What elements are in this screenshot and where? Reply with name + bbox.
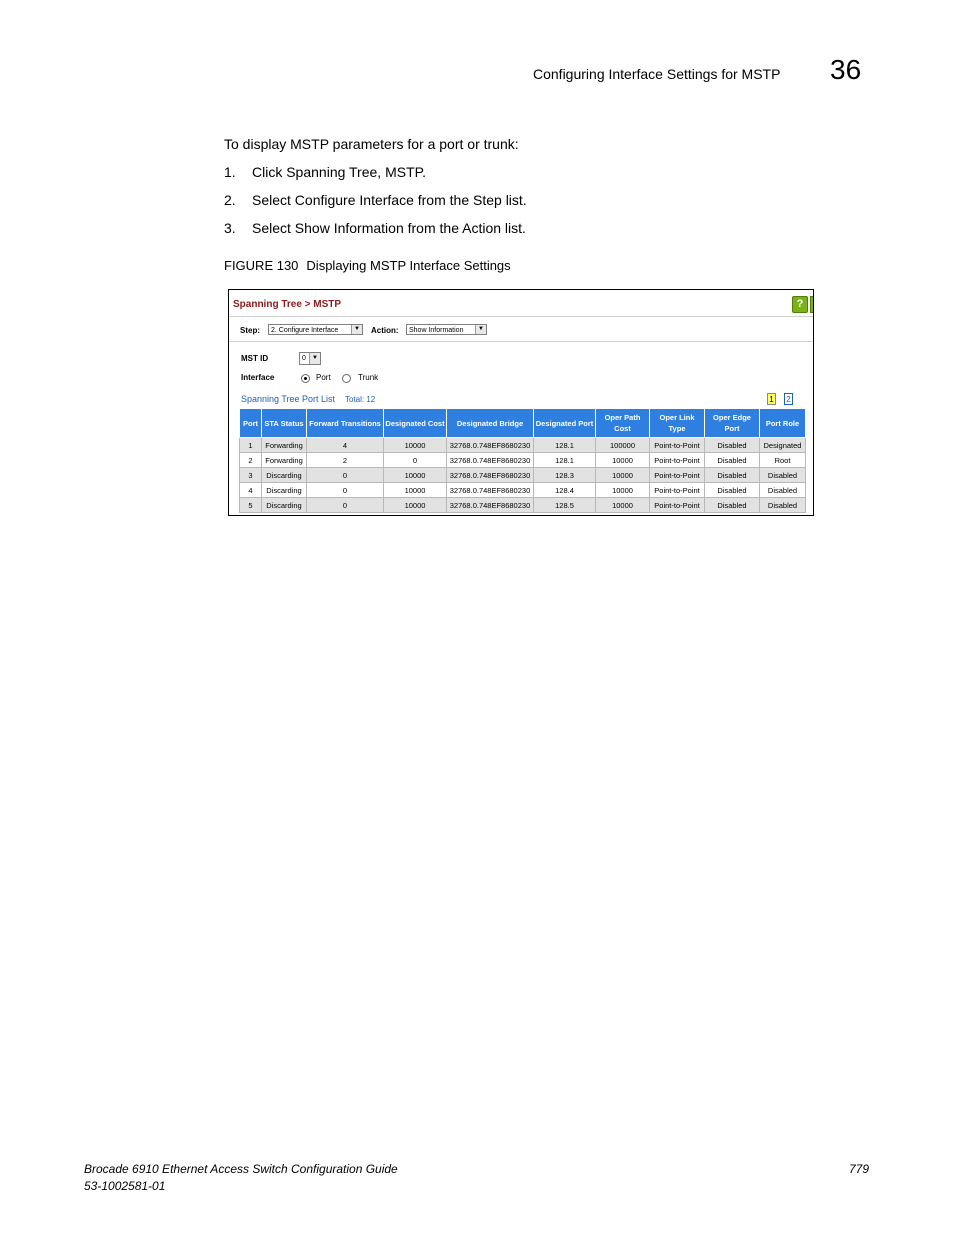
table-cell: Disabled (705, 483, 760, 498)
table-row (240, 498, 806, 513)
figure-title: Displaying MSTP Interface Settings (306, 258, 511, 273)
table-cell: Disabled (760, 468, 806, 483)
table-cell: Point-to-Point (650, 453, 705, 468)
table-cell: 10000 (384, 483, 447, 498)
table-cell: Designated (760, 438, 806, 453)
step-1 (224, 164, 426, 180)
port-list-total: Total: 12 (345, 395, 376, 404)
table-cell: 4 (307, 438, 384, 453)
column-header[interactable]: Forward Transitions (307, 409, 384, 438)
port-radio[interactable] (301, 374, 310, 383)
table-cell: Discarding (262, 498, 307, 513)
table-cell: Point-to-Point (650, 438, 705, 453)
mst-id-value: 0 (302, 355, 306, 362)
help-icon[interactable]: ? (792, 296, 808, 313)
table-cell: 0 (384, 453, 447, 468)
table-cell: Disabled (705, 438, 760, 453)
table-cell: 32768.0.748EF8680230 (447, 438, 534, 453)
table-row (240, 483, 806, 498)
chevron-down-icon: ▼ (475, 325, 486, 334)
table-cell: 2 (240, 453, 262, 468)
table-cell: 10000 (596, 468, 650, 483)
step-select[interactable] (268, 324, 363, 335)
table-cell: 0 (307, 498, 384, 513)
chevron-down-icon: ▼ (351, 325, 362, 334)
table-cell: 2 (307, 453, 384, 468)
table-cell: 10000 (596, 498, 650, 513)
table-cell: Root (760, 453, 806, 468)
table-cell: 128.3 (534, 468, 596, 483)
mst-id-label: MST ID (241, 354, 269, 363)
table-cell: 100000 (596, 438, 650, 453)
table-cell: 128.1 (534, 453, 596, 468)
table-cell: Point-to-Point (650, 468, 705, 483)
table-cell: Disabled (760, 498, 806, 513)
table-cell: 10000 (384, 468, 447, 483)
action-select[interactable] (406, 324, 487, 335)
table-row (240, 453, 806, 468)
port-list-title: Spanning Tree Port List (241, 394, 336, 404)
action-label: Action: (371, 326, 399, 335)
table-cell: 0 (307, 483, 384, 498)
step-action-bar (229, 317, 813, 342)
title-bar (229, 290, 813, 317)
column-header[interactable]: Oper Link Type (650, 409, 705, 438)
footer-page-number: 779 (849, 1162, 870, 1176)
page-1-link[interactable]: 1 (767, 393, 776, 405)
table-cell: 10000 (596, 453, 650, 468)
table-cell: Disabled (705, 498, 760, 513)
table-cell: 4 (240, 483, 262, 498)
column-header[interactable]: Designated Bridge (447, 409, 534, 438)
column-header[interactable]: Oper Path Cost (596, 409, 650, 438)
step-text: Select Configure Interface from the Step list. (252, 192, 527, 208)
trunk-radio[interactable] (342, 374, 351, 383)
column-header[interactable]: Designated Cost (384, 409, 447, 438)
column-header[interactable]: Port Role (760, 409, 806, 438)
section-title: Configuring Interface Settings for MSTP (533, 66, 781, 82)
footer-guide-title: Brocade 6910 Ethernet Access Switch Configuration Guide (84, 1162, 398, 1176)
step-label: Step: (240, 326, 260, 335)
table-cell: 128.5 (534, 498, 596, 513)
table-cell: 32768.0.748EF8680230 (447, 453, 534, 468)
table-cell: 10000 (596, 483, 650, 498)
step-3 (224, 220, 526, 236)
interface-label: Interface (241, 373, 275, 382)
step-text: Click Spanning Tree, MSTP. (252, 164, 427, 180)
table-cell: 32768.0.748EF8680230 (447, 468, 534, 483)
table-cell: 10000 (384, 498, 447, 513)
intro-text: To display MSTP parameters for a port or trunk: (224, 136, 519, 152)
column-header[interactable]: Oper Edge Port (705, 409, 760, 438)
table-cell: Point-to-Point (650, 483, 705, 498)
table-cell: 32768.0.748EF8680230 (447, 483, 534, 498)
table-cell: 0 (307, 468, 384, 483)
step-number: 2. (224, 192, 236, 208)
figure-label: FIGURE 130 (224, 258, 299, 273)
action-select-value: Show Information (409, 327, 464, 334)
mstp-screenshot (228, 289, 814, 516)
mst-id-select[interactable] (299, 352, 321, 365)
trunk-radio-label: Trunk (358, 373, 379, 382)
table-cell: 1 (240, 438, 262, 453)
table-row (240, 438, 806, 453)
step-select-value: 2. Configure Interface (271, 327, 339, 334)
table-cell: Disabled (705, 468, 760, 483)
table-cell: Discarding (262, 483, 307, 498)
table-cell: Disabled (705, 453, 760, 468)
table-cell: 5 (240, 498, 262, 513)
port-radio-label: Port (316, 373, 331, 382)
table-cell: Disabled (760, 483, 806, 498)
table-cell: Discarding (262, 468, 307, 483)
table-row (240, 468, 806, 483)
figure-caption (224, 258, 511, 273)
table-header-row (240, 409, 806, 438)
column-header[interactable]: Designated Port (534, 409, 596, 438)
port-list-table (239, 408, 806, 513)
toolbar-icon[interactable] (810, 296, 814, 313)
table-cell: 128.1 (534, 438, 596, 453)
chevron-down-icon: ▼ (309, 353, 320, 364)
step-2 (224, 192, 527, 208)
footer-doc-number: 53-1002581-01 (84, 1179, 166, 1193)
column-header[interactable]: STA Status (262, 409, 307, 438)
step-text: Select Show Information from the Action list. (252, 220, 526, 236)
column-header[interactable]: Port (240, 409, 262, 438)
table-cell: 128.4 (534, 483, 596, 498)
step-number: 3. (224, 220, 236, 236)
step-number: 1. (224, 164, 236, 180)
chapter-number: 36 (830, 54, 862, 85)
table-cell: 32768.0.748EF8680230 (447, 498, 534, 513)
page-2-link[interactable]: 2 (784, 393, 793, 405)
table-cell: Forwarding (262, 453, 307, 468)
table-cell: 3 (240, 468, 262, 483)
table-cell: Forwarding (262, 438, 307, 453)
table-cell: Point-to-Point (650, 498, 705, 513)
breadcrumb[interactable]: Spanning Tree > MSTP (233, 299, 342, 310)
table-cell: 10000 (384, 438, 447, 453)
